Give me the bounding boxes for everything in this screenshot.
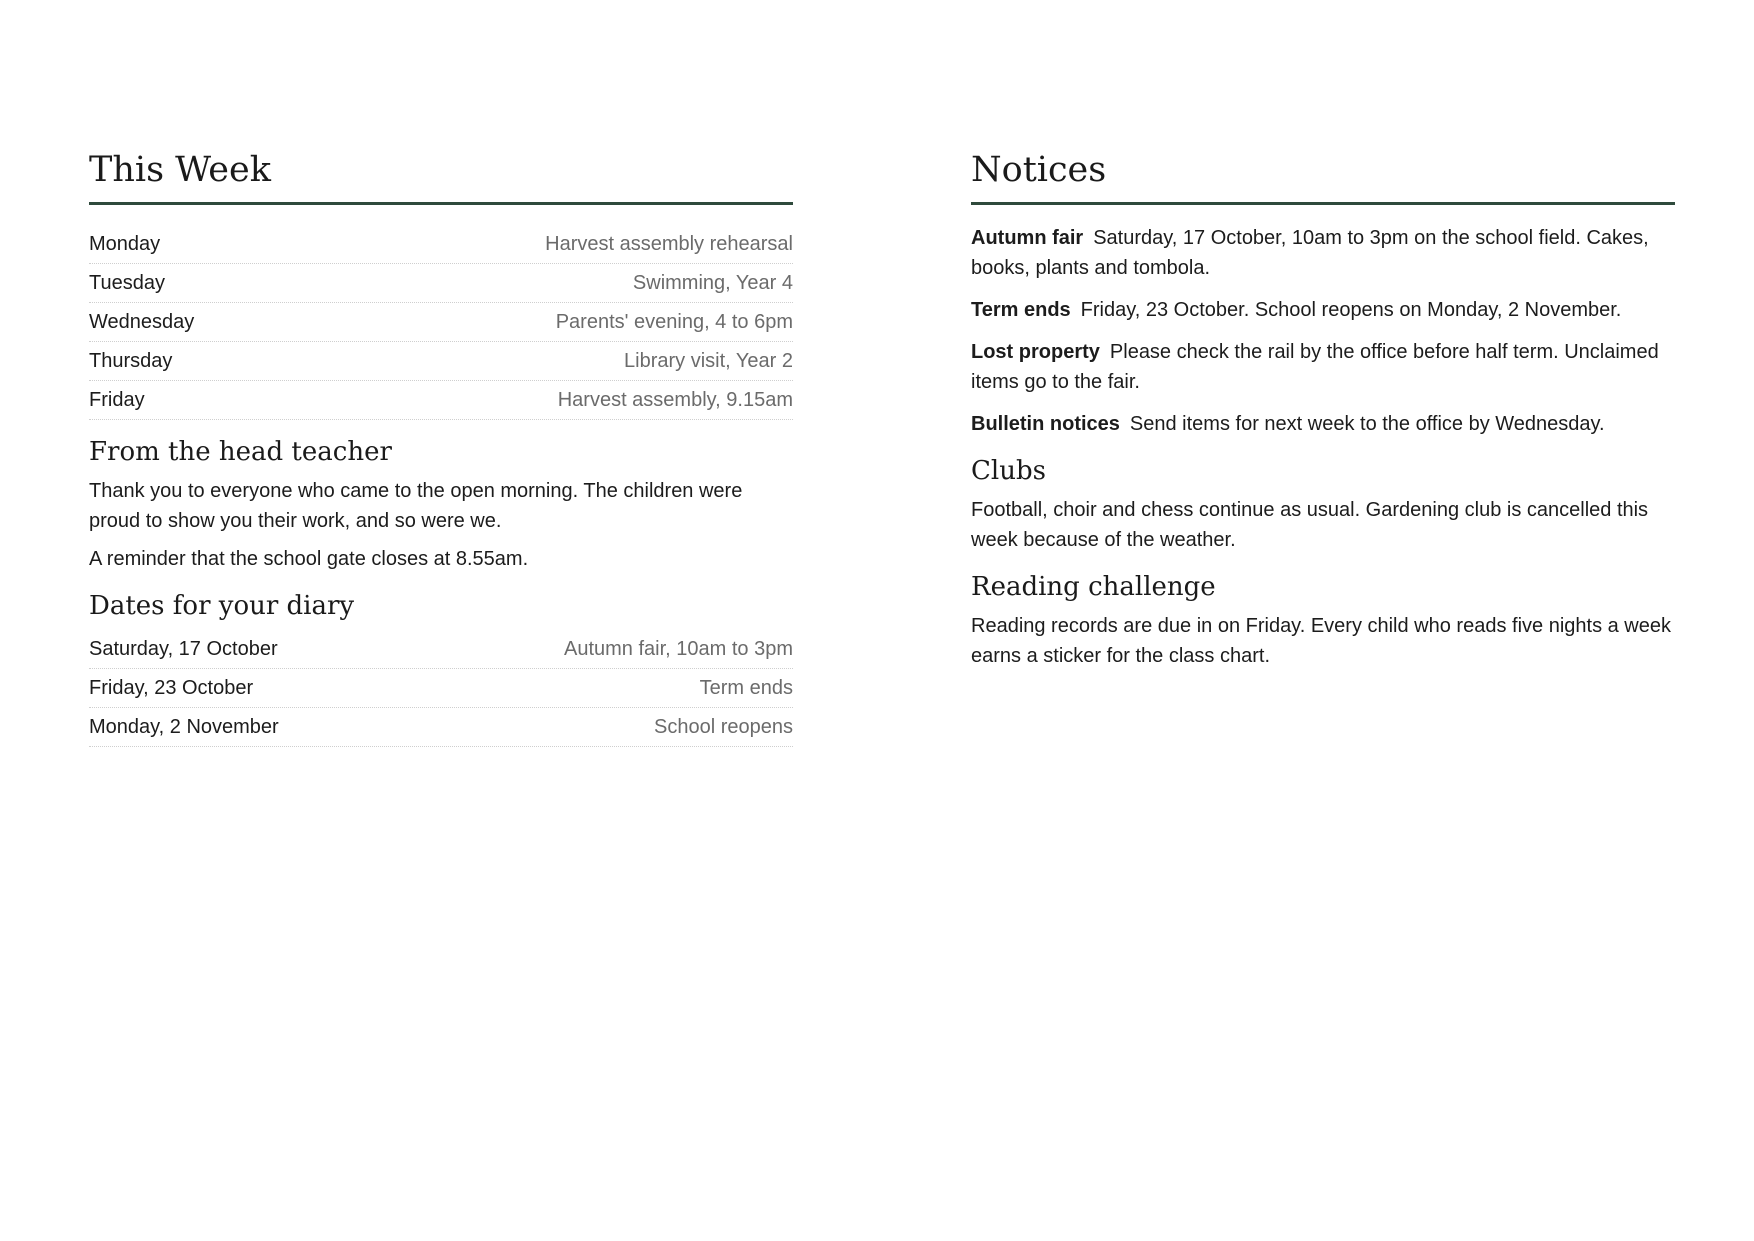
reading-challenge-text: Reading records are due in on Friday. Every child who reads five nights a week earns a sticker for the class chart. — [971, 615, 1671, 667]
notice-item — [971, 295, 1675, 325]
notices-list — [971, 223, 1675, 439]
notice-item — [971, 409, 1675, 439]
right-column — [971, 148, 1675, 679]
schedule-day: Monday — [89, 233, 161, 255]
notice-item — [971, 337, 1675, 397]
schedule-row — [89, 264, 793, 303]
notice-text: Send items for next week to the office by Wednesday. — [1129, 413, 1605, 435]
head-teacher-title: From the head teacher — [89, 437, 392, 467]
schedule-day: Tuesday — [89, 272, 165, 294]
diary-title: Dates for your diary — [89, 591, 355, 621]
notice-item — [971, 223, 1675, 283]
diary-event: Term ends — [699, 677, 793, 699]
diary-row — [89, 669, 793, 708]
diary-row — [89, 708, 793, 747]
diary-date: Friday, 23 October — [89, 677, 254, 699]
notice-text: Please check the rail by the office before half term. Unclaimed items go to the fair. — [971, 341, 1659, 393]
schedule-event: Harvest assembly, 9.15am — [557, 389, 793, 411]
clubs-title: Clubs — [971, 456, 1046, 486]
diary-date: Saturday, 17 October — [89, 638, 278, 660]
notice-label: Term ends — [971, 299, 1071, 321]
schedule-day: Friday — [89, 389, 145, 411]
schedule-event: Parents' evening, 4 to 6pm — [555, 311, 793, 333]
diary-row — [89, 630, 793, 669]
weekly-schedule — [89, 225, 793, 420]
diary-event: Autumn fair, 10am to 3pm — [563, 638, 793, 660]
schedule-day: Wednesday — [89, 311, 195, 333]
schedule-event: Library visit, Year 2 — [624, 350, 793, 372]
schedule-row — [89, 225, 793, 264]
left-column — [89, 148, 793, 747]
head-teacher-paragraph: Thank you to everyone who came to the open morning. The children were proud to show you their work, and so were we. — [89, 480, 743, 532]
schedule-day: Thursday — [89, 350, 173, 372]
notice-text: Saturday, 17 October, 10am to 3pm on the school field. Cakes, books, plants and tombola. — [971, 227, 1649, 279]
this-week-title: This Week — [89, 148, 793, 205]
notice-label: Autumn fair — [971, 227, 1084, 249]
diary-event: School reopens — [654, 716, 793, 738]
diary-date: Monday, 2 November — [89, 716, 279, 738]
head-teacher-paragraph: A reminder that the school gate closes at 8.55am. — [89, 548, 529, 570]
notice-text: Friday, 23 October. School reopens on Monday, 2 November. — [1080, 299, 1622, 321]
schedule-row — [89, 342, 793, 381]
notice-label: Lost property — [971, 341, 1100, 363]
diary-dates — [89, 630, 793, 747]
schedule-event: Swimming, Year 4 — [632, 272, 793, 294]
reading-challenge-title: Reading challenge — [971, 572, 1216, 602]
clubs-text: Football, choir and chess continue as usual. Gardening club is cancelled this week because of the weather. — [971, 499, 1649, 551]
notices-title: Notices — [971, 148, 1675, 205]
notice-label: Bulletin notices — [971, 413, 1120, 435]
schedule-row — [89, 303, 793, 342]
schedule-event: Harvest assembly rehearsal — [545, 233, 793, 255]
schedule-row — [89, 381, 793, 420]
